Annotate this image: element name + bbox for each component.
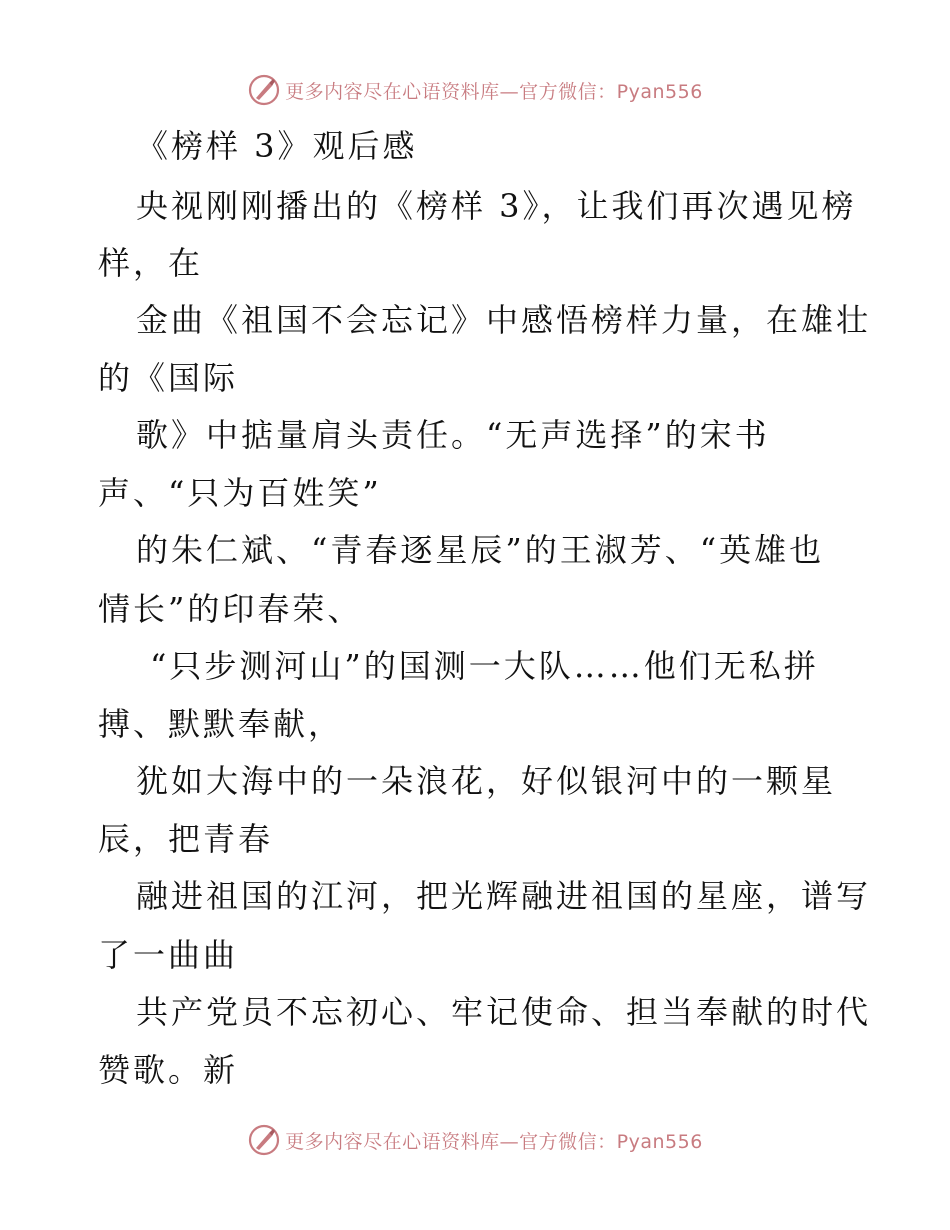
text-line: 样，在 (98, 244, 204, 282)
text-line: 央视刚刚播出的《榜样 3》，让我们再次遇见榜 (136, 187, 857, 225)
text-line: 的朱仁斌、“青春逐星辰”的王淑芳、“英雄也 (136, 531, 825, 569)
wechat-id: Pyan556 (616, 80, 703, 103)
text-line: 歌》中掂量肩头责任。“无声选择”的宋书 (136, 416, 770, 454)
text-line: 的《国际 (98, 359, 239, 397)
text-line: 了一曲曲 (98, 936, 239, 974)
text-line: 情长”的印春荣、 (98, 590, 363, 628)
banner-text (285, 1127, 703, 1154)
document-title: 《榜样 3》观后感 (136, 127, 418, 165)
text-line: 搏、默默奉献， (98, 705, 344, 743)
banner-label: 更多内容尽在心语资料库—官方微信： (285, 80, 617, 103)
text-line: 共产党员不忘初心、牢记使命、担当奉献的时代 (136, 993, 872, 1031)
text-line: 辰，把青春 (98, 820, 274, 858)
wechat-id: Pyan556 (616, 1130, 703, 1153)
text-line: 金曲《祖国不会忘记》中感悟榜样力量，在雄壮 (136, 301, 872, 339)
footer-banner (0, 1120, 950, 1160)
text-line: “只步测河山”的国测一大队……他们无私拼 (150, 647, 819, 685)
pen-seal-icon (247, 1123, 281, 1157)
text-line: 赞歌。新 (98, 1051, 239, 1089)
text-line: 声、“只为百姓笑” (98, 474, 382, 512)
text-line: 融进祖国的江河，把光辉融进祖国的星座，谱写 (136, 877, 872, 915)
text-line: 犹如大海中的一朵浪花，好似银河中的一颗星 (136, 762, 837, 800)
banner-label: 更多内容尽在心语资料库—官方微信： (285, 1130, 617, 1153)
